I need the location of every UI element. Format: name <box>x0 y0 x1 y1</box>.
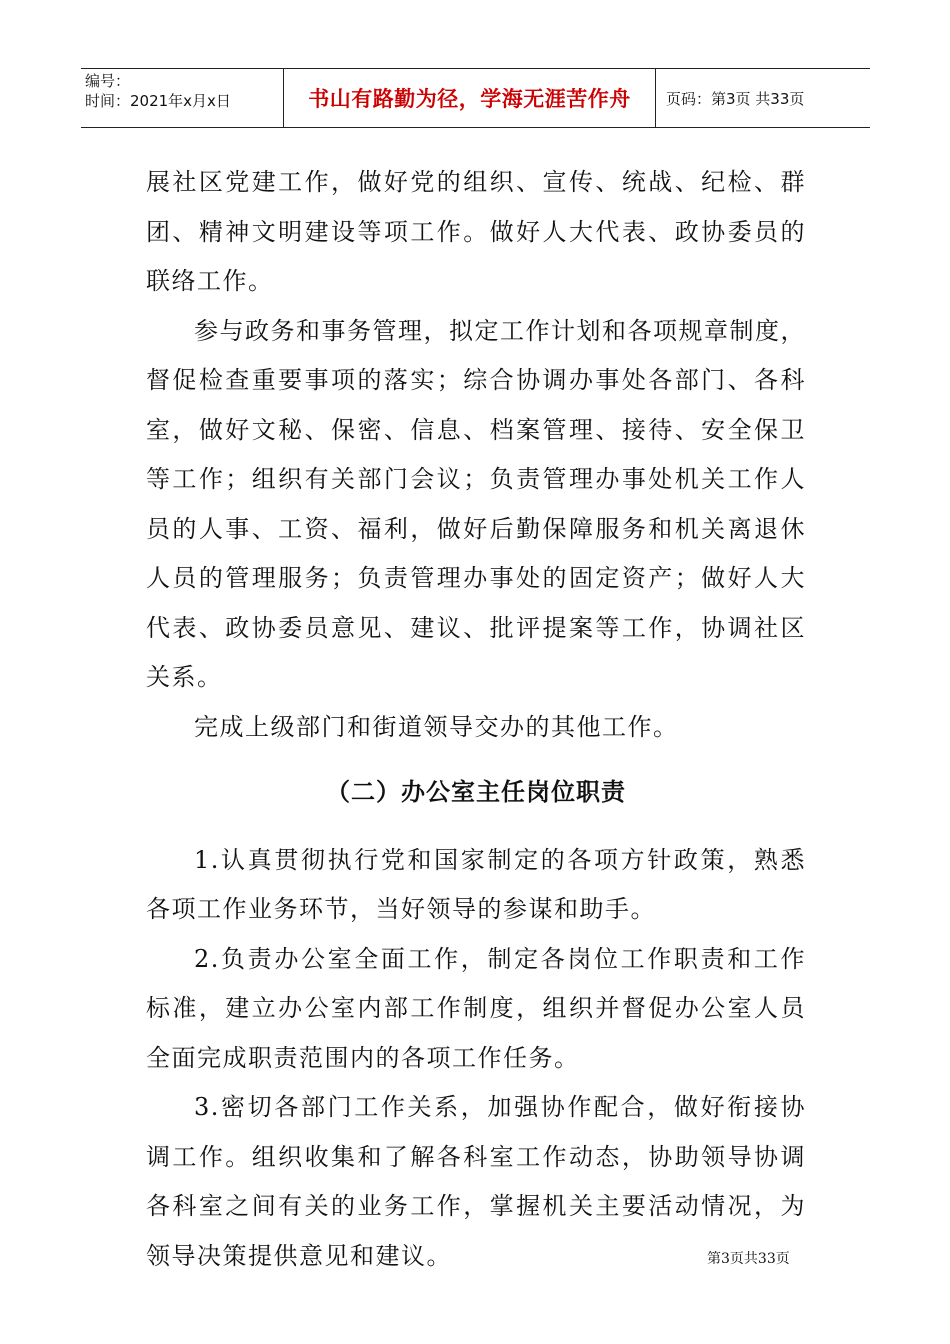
page-number-label: 页码：第3页 共33页 <box>666 89 805 108</box>
duty-item-1: 1.认真贯彻执行党和国家制定的各项方针政策，熟悉各项工作业务环节，当好领导的参谋和助手。 <box>146 845 806 923</box>
duty-item-2: 2.负责办公室全面工作，制定各岗位工作职责和工作标准，建立办公室内部工作制度，组织并督促办公室人员全面完成职责范围内的各项工作任务。 <box>146 944 806 1072</box>
duty-item-3: 3.密切各部门工作关系，加强协作配合，做好衔接协调工作。组织收集和了解各科室工作动态，协助领导协调各科室之间有关的业务工作，掌握机关主要活动情况，为领导决策提供意见和建议。 <box>146 1093 806 1270</box>
footer-page-number: 第3页共33页 <box>707 1251 790 1267</box>
motto-text: 书山有路勤为径，学海无涯苦作舟 <box>308 87 631 111</box>
header-meta <box>81 69 284 127</box>
document-header <box>81 68 870 128</box>
document-date-label: 时间：2021年x月x日 <box>85 92 231 110</box>
paragraph-continuation: 展社区党建工作，做好党的组织、宣传、统战、纪检、群团、精神文明建设等项工作。做好人大代表、政协委员的联络工作。 <box>146 168 806 295</box>
header-page-info <box>656 69 870 127</box>
paragraph-duties: 参与政务和事务管理，拟定工作计划和各项规章制度，督促检查重要事项的落实；综合协调办事处各部门、各科室，做好文秘、保密、信息、档案管理、接待、安全保卫等工作；组织有关部门会议；负责管理办事处机关工作人员的人事、工资、福利，做好后勤保障服务和机关离退休人员的管理服务；负责管理办事处的固定资产；做好人大代表、政协委员意见、建议、批评提案等工作，协调社区关系。 <box>146 316 806 691</box>
document-body <box>146 158 806 1281</box>
header-motto <box>284 69 656 127</box>
section-heading: （二）办公室主任岗位职责 <box>326 778 626 806</box>
page-footer <box>707 1248 790 1268</box>
document-number-label: 编号： <box>85 72 131 90</box>
paragraph-other-work: 完成上级部门和街道领导交办的其他工作。 <box>194 712 679 741</box>
